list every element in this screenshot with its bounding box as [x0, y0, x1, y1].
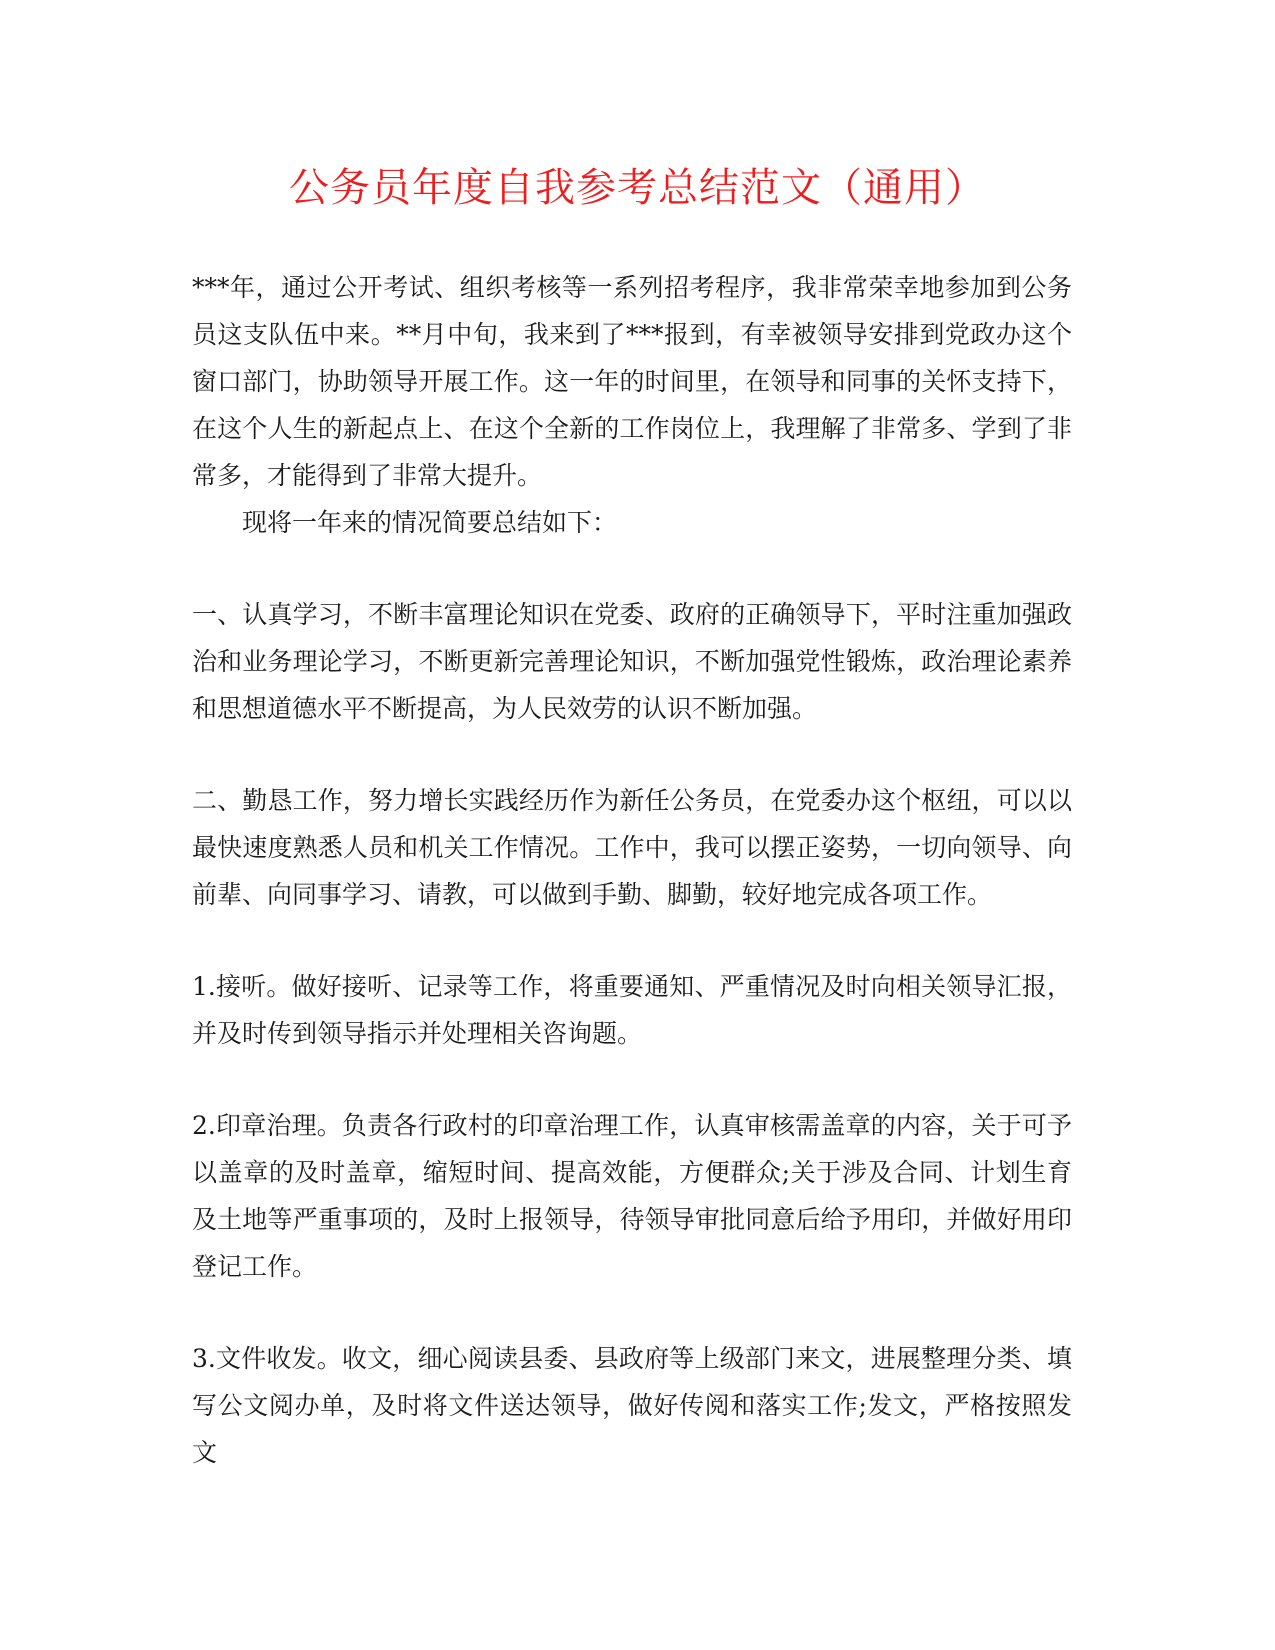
paragraph-section-two: 二、勤恳工作，努力增长实践经历作为新任公务员，在党委办这个枢纽，可以以最快速度熟悉人员和机关工作情况。工作中，我可以摆正姿势，一切向领导、向前辈、向同事学习、请教，可以做到手勤、脚勤，较好地完成各项工作。	[192, 786, 1072, 909]
paragraph-item-two: 2.印章治理。负责各行政村的印章治理工作，认真审核需盖章的内容，关于可予以盖章的及时盖章，缩短时间、提高效能，方便群众;关于涉及合同、计划生育及土地等严重事项的，及时上报领导，待领导审批同意后给予用印，并做好用印登记工作。	[192, 1111, 1072, 1281]
document-title: 公务员年度自我参考总结范文（通用）	[289, 165, 986, 211]
document-body	[192, 264, 1072, 1476]
paragraph-item-one: 1.接听。做好接听、记录等工作，将重要通知、严重情况及时向相关领导汇报，并及时传到领导指示并处理相关咨询题。	[192, 972, 1072, 1048]
paragraph-section-one: 一、认真学习，不断丰富理论知识在党委、政府的正确领导下，平时注重加强政治和业务理论学习，不断更新完善理论知识，不断加强党性锻炼，政治理论素养和思想道德水平不断提高，为人民效劳的认识不断加强。	[192, 600, 1072, 723]
paragraph-intro: ***年，通过公开考试、组织考核等一系列招考程序，我非常荣幸地参加到公务员这支队伍中来。**月中旬，我来到了***报到，有幸被领导安排到党政办这个窗口部门，协助领导开展工作。这一年的时间里，在领导和同事的关怀支持下，在这个人生的新起点上、在这个全新的工作岗位上，我理解了非常多、学到了非常多，才能得到了非常大提升。	[192, 273, 1072, 490]
paragraph-summary-lead: 现将一年来的情况简要总结如下：	[242, 508, 618, 537]
paragraph-item-three: 3.文件收发。收文，细心阅读县委、县政府等上级部门来文，进展整理分类、填写公文阅办单，及时将文件送达领导，做好传阅和落实工作;发文，严格按照发文	[192, 1344, 1072, 1467]
